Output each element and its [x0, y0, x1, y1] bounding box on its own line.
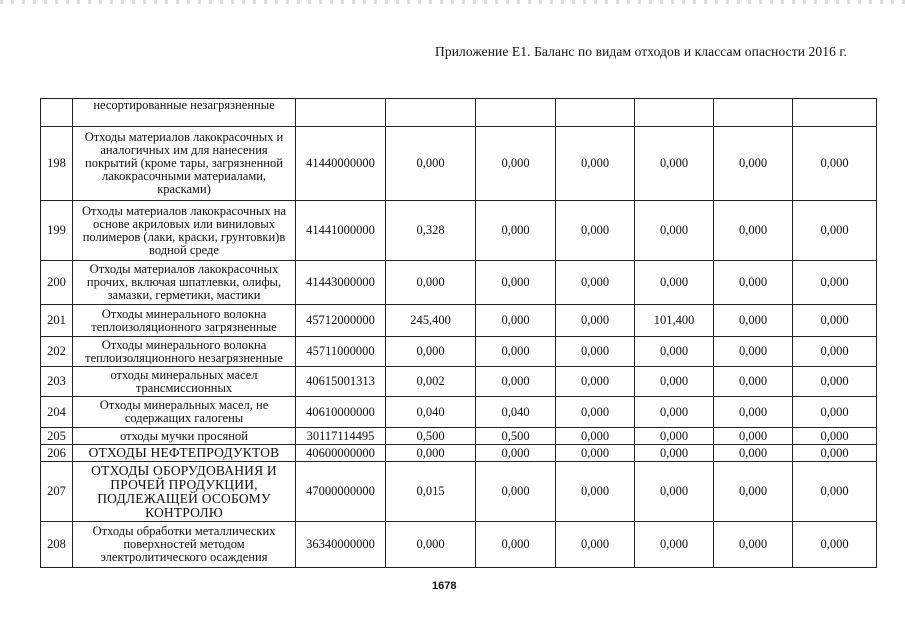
waste-code: 30117114495	[296, 428, 386, 445]
value-cell: 0,000	[556, 261, 635, 305]
waste-code: 40615001313	[296, 367, 386, 397]
value-cell: 0,000	[476, 305, 556, 337]
row-number: 202	[41, 337, 73, 367]
value-cell: 0,000	[386, 445, 476, 462]
value-cell: 0,000	[556, 462, 635, 522]
value-cell: 0,000	[476, 127, 556, 201]
waste-code: 40600000000	[296, 445, 386, 462]
table-row	[41, 127, 877, 201]
waste-description: Отходы минерального волокна теплоизоляционного загрязненные	[73, 305, 296, 337]
scan-edge-noise	[0, 0, 905, 4]
value-cell: 0,000	[556, 337, 635, 367]
value-cell	[793, 99, 877, 127]
value-cell: 0,000	[476, 201, 556, 261]
waste-description: отходы мучки просяной	[73, 428, 296, 445]
waste-code: 41441000000	[296, 201, 386, 261]
table-row	[41, 337, 877, 367]
value-cell: 0,000	[556, 201, 635, 261]
table-row	[41, 201, 877, 261]
value-cell: 0,000	[793, 127, 877, 201]
value-cell: 0,000	[635, 522, 714, 568]
value-cell: 0,000	[793, 445, 877, 462]
waste-description: Отходы обработки металлических поверхностей методом электролитического осаждения	[73, 522, 296, 568]
value-cell: 0,000	[714, 337, 793, 367]
value-cell: 0,000	[476, 462, 556, 522]
value-cell: 0,500	[386, 428, 476, 445]
value-cell: 0,000	[556, 445, 635, 462]
value-cell: 101,400	[635, 305, 714, 337]
value-cell: 0,000	[793, 397, 877, 428]
value-cell: 0,000	[386, 337, 476, 367]
value-cell: 0,000	[635, 261, 714, 305]
value-cell: 0,000	[635, 201, 714, 261]
value-cell: 0,000	[476, 445, 556, 462]
row-number	[41, 99, 73, 127]
value-cell: 0,000	[556, 367, 635, 397]
table-row	[41, 99, 877, 127]
value-cell: 0,000	[635, 127, 714, 201]
value-cell: 0,000	[714, 445, 793, 462]
waste-description: Отходы минерального волокна теплоизоляционного незагрязненные	[73, 337, 296, 367]
value-cell: 0,000	[714, 261, 793, 305]
row-number: 203	[41, 367, 73, 397]
value-cell: 0,000	[793, 522, 877, 568]
value-cell	[635, 99, 714, 127]
value-cell: 0,002	[386, 367, 476, 397]
value-cell: 0,000	[635, 428, 714, 445]
row-number: 208	[41, 522, 73, 568]
table-row	[41, 522, 877, 568]
value-cell	[714, 99, 793, 127]
waste-code: 40610000000	[296, 397, 386, 428]
value-cell: 0,000	[714, 428, 793, 445]
value-cell: 0,000	[635, 367, 714, 397]
value-cell	[556, 99, 635, 127]
waste-code: 45712000000	[296, 305, 386, 337]
value-cell: 0,000	[556, 305, 635, 337]
value-cell: 0,000	[714, 522, 793, 568]
table-row	[41, 428, 877, 445]
value-cell: 0,000	[793, 261, 877, 305]
value-cell: 0,000	[476, 367, 556, 397]
value-cell: 0,015	[386, 462, 476, 522]
value-cell: 0,000	[793, 428, 877, 445]
value-cell: 0,040	[386, 397, 476, 428]
table-row	[41, 445, 877, 462]
value-cell: 0,000	[476, 261, 556, 305]
page-number: 1678	[432, 580, 457, 592]
table-row	[41, 367, 877, 397]
waste-description: несортированные незагрязненные	[73, 99, 296, 127]
value-cell: 0,000	[386, 522, 476, 568]
row-number: 199	[41, 201, 73, 261]
value-cell	[476, 99, 556, 127]
table-row	[41, 397, 877, 428]
value-cell: 0,000	[635, 462, 714, 522]
value-cell: 0,000	[556, 522, 635, 568]
waste-code	[296, 99, 386, 127]
value-cell: 0,000	[793, 201, 877, 261]
waste-code: 36340000000	[296, 522, 386, 568]
waste-description: ОТХОДЫ НЕФТЕПРОДУКТОВ	[73, 445, 296, 462]
value-cell: 0,000	[556, 127, 635, 201]
value-cell: 0,000	[476, 522, 556, 568]
table-row	[41, 462, 877, 522]
row-number: 205	[41, 428, 73, 445]
waste-balance-table	[40, 98, 877, 568]
value-cell: 0,000	[714, 127, 793, 201]
value-cell: 0,000	[714, 201, 793, 261]
value-cell: 0,000	[556, 397, 635, 428]
waste-description: Отходы материалов лакокрасочных на основе акриловых или виниловых полимеров (лаки, краски, грунтовки)в водной среде	[73, 201, 296, 261]
value-cell: 0,000	[714, 462, 793, 522]
row-number: 201	[41, 305, 73, 337]
waste-description: ОТХОДЫ ОБОРУДОВАНИЯ И ПРОЧЕЙ ПРОДУКЦИИ, ПОДЛЕЖАЩЕЙ ОСОБОМУ КОНТРОЛЮ	[73, 462, 296, 522]
table-row	[41, 261, 877, 305]
value-cell: 0,500	[476, 428, 556, 445]
waste-description: Отходы материалов лакокрасочных и аналогичных им для нанесения покрытий (кроме тары, загрязненной лакокрасочными материалами, красками)	[73, 127, 296, 201]
waste-description: Отходы минеральных масел, не содержащих галогены	[73, 397, 296, 428]
table-row	[41, 305, 877, 337]
value-cell: 0,000	[476, 337, 556, 367]
value-cell: 0,000	[635, 337, 714, 367]
waste-description: отходы минеральных масел трансмиссионных	[73, 367, 296, 397]
value-cell: 0,000	[793, 367, 877, 397]
row-number: 198	[41, 127, 73, 201]
value-cell: 0,000	[714, 305, 793, 337]
waste-code: 41443000000	[296, 261, 386, 305]
value-cell: 0,000	[714, 397, 793, 428]
waste-code: 47000000000	[296, 462, 386, 522]
row-number: 206	[41, 445, 73, 462]
value-cell: 0,000	[793, 462, 877, 522]
value-cell: 0,000	[635, 445, 714, 462]
waste-code: 45711000000	[296, 337, 386, 367]
row-number: 207	[41, 462, 73, 522]
value-cell: 245,400	[386, 305, 476, 337]
value-cell: 0,040	[476, 397, 556, 428]
value-cell: 0,000	[635, 397, 714, 428]
waste-code: 41440000000	[296, 127, 386, 201]
value-cell: 0,000	[556, 428, 635, 445]
page-header: Приложение Е1. Баланс по видам отходов и классам опасности 2016 г.	[435, 44, 847, 59]
value-cell: 0,000	[793, 337, 877, 367]
value-cell: 0,000	[714, 367, 793, 397]
value-cell	[386, 99, 476, 127]
waste-description: Отходы материалов лакокрасочных прочих, включая шпатлевки, олифы, замазки, герметики, мастики	[73, 261, 296, 305]
value-cell: 0,328	[386, 201, 476, 261]
value-cell: 0,000	[386, 261, 476, 305]
row-number: 204	[41, 397, 73, 428]
value-cell: 0,000	[793, 305, 877, 337]
row-number: 200	[41, 261, 73, 305]
value-cell: 0,000	[386, 127, 476, 201]
